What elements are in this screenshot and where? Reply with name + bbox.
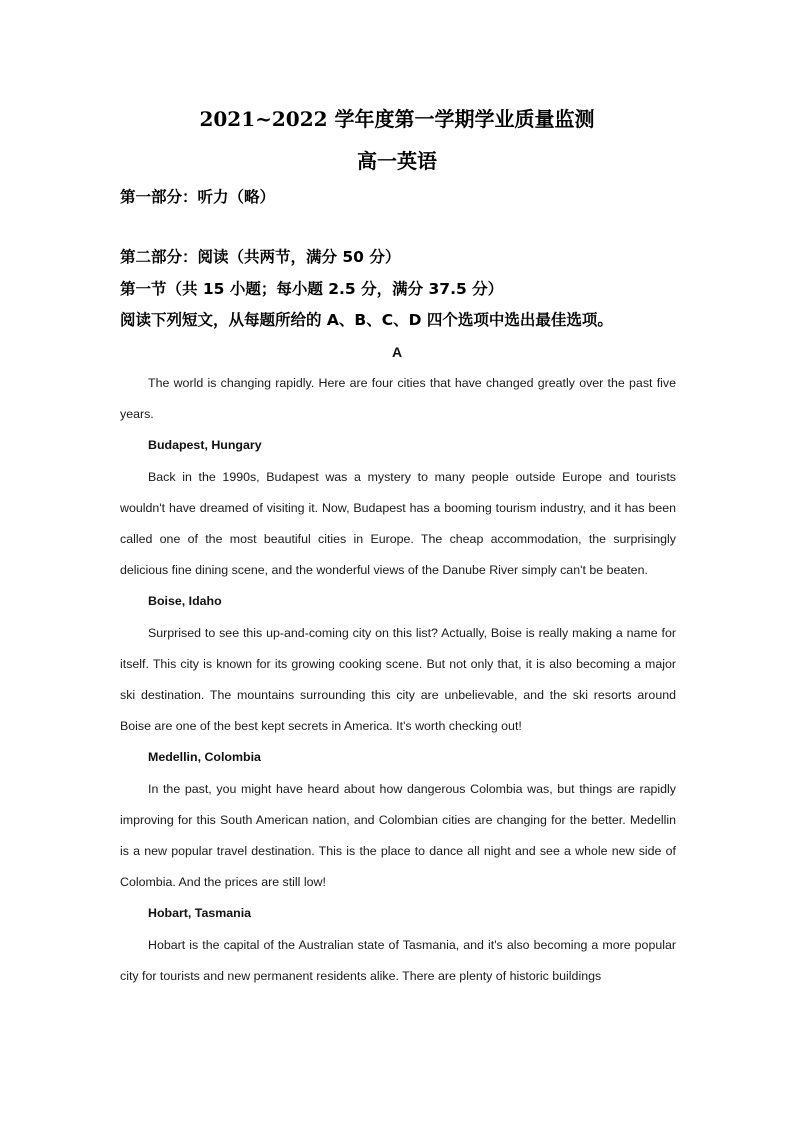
part-one-heading: 第一部分：听力（略）	[120, 188, 276, 206]
city-paragraph-hobart: Hobart is the capital of the Australian state of Tasmania, and it's also becoming a more popular city for tourists and new permanent residents alike. There are plenty of historic buildings	[120, 937, 676, 983]
city-paragraph-medellin: In the past, you might have heard about how dangerous Colombia was, but things are rapidly improving for this South American nation, and Colombian cities are changing for the better. Medellin is a new popular travel destination. This is the place to dance all night and see a whole new side of Colombia. And the prices are still low!	[120, 781, 676, 890]
city-heading-hobart: Hobart, Tasmania	[148, 906, 252, 921]
city-paragraph-budapest: Back in the 1990s, Budapest was a mystery to many people outside Europe and tourists wouldn't have dreamed of visiting it. Now, Budapest has a booming tourism industry, and it has been called one of the most beautiful cities in Europe. The cheap accommodation, the surprisingly delicious fine dining scene, and the wonderful views of the Danube River simply can't be beaten.	[120, 469, 676, 578]
passage-letter: A	[391, 344, 403, 360]
section-one-heading: 第一节（共 15 小题；每小题 2.5 分，满分 37.5 分）	[120, 280, 504, 298]
city-heading-boise: Boise, Idaho	[148, 594, 222, 609]
part-two-heading: 第二部分：阅读（共两节，满分 50 分）	[120, 248, 401, 266]
city-heading-budapest: Budapest, Hungary	[148, 438, 262, 453]
passage-intro: The world is changing rapidly. Here are four cities that have changed greatly over the past five years.	[120, 376, 676, 422]
reading-directions: 阅读下列短文，从每题所给的 A、B、C、D 四个选项中选出最佳选项。	[120, 311, 613, 329]
city-paragraph-boise: Surprised to see this up-and-coming city on this list? Actually, Boise is really making a name for itself. This city is known for its growing cooking scene. But not only that, it is also becoming a major ski destination. The mountains surrounding this city are unbelievable, and the ski resorts around Boise are one of the best kept secrets in America. It's worth checking out!	[120, 625, 676, 734]
passage-body	[120, 368, 676, 992]
exam-subject: 高一英语	[357, 149, 437, 173]
exam-title: 2021~2022 学年度第一学期学业质量监测	[199, 107, 595, 131]
city-heading-medellin: Medellin, Colombia	[148, 750, 261, 765]
